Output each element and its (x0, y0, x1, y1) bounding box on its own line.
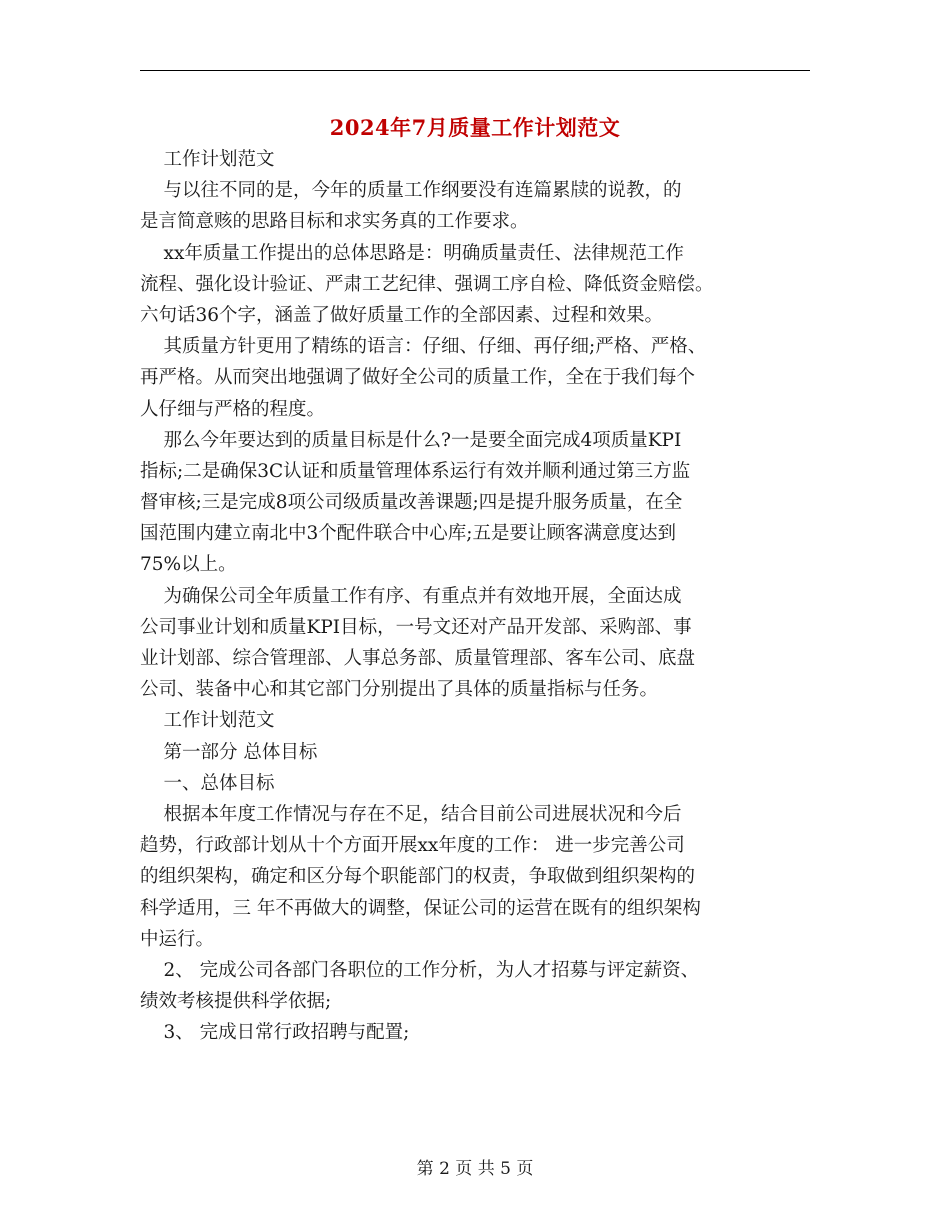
text-line: 中运行。 (140, 928, 215, 950)
text-line: 的组织架构，确定和区分每个职能部门的权责，争取做到组织架构的 (140, 866, 696, 888)
text-line: 工作计划范文 (140, 149, 275, 170)
text-line: 趋势，行政部计划从十个方面开展xx年度的工作： 进一步完善公司 (140, 835, 685, 857)
text-line: 75%以上。 (140, 554, 237, 576)
text-line: 科学适用，三 年不再做大的调整，保证公司的运营在既有的组织架构 (140, 897, 701, 919)
document-title: 2024年7月质量工作计划范文 (329, 115, 621, 140)
header-rule (140, 70, 810, 71)
text-line: 再严格。从而突出地强调了做好全公司的质量工作，全在于我们每个 (140, 367, 696, 389)
text-line: 业计划部、综合管理部、人事总务部、质量管理部、客车公司、底盘 (140, 648, 696, 669)
text-line: 公司、装备中心和其它部门分别提出了具体的质量指标与任务。 (140, 679, 659, 701)
text-line: 为确保公司全年质量工作有序、有重点并有效地开展，全面达成 (140, 585, 682, 607)
document-body (140, 144, 840, 1048)
text-line: 2、 完成公司各部门各职位的工作分析，为人才招募与评定薪资、 (140, 959, 700, 981)
text-line: 流程、强化设计验证、严肃工艺纪律、强调工序自检、降低资金赔偿。 (140, 273, 714, 295)
text-line: 与以往不同的是，今年的质量工作纲要没有连篇累牍的说教，的 (140, 180, 682, 202)
text-line: 第一部分 总体目标 (140, 741, 318, 763)
text-line: 3、 完成日常行政招聘与配置; (140, 1022, 410, 1044)
text-line: 指标;二是确保3C认证和质量管理体系运行有效并顺利通过第三方监 (140, 460, 691, 482)
text-line: 那么今年要达到的质量目标是什么?一是要全面完成4项质量KPI (140, 429, 682, 451)
text-line: 工作计划范文 (140, 710, 275, 732)
text-line: 其质量方针更用了精练的语言：仔细、仔细、再仔细;严格、严格、 (140, 336, 707, 358)
text-line: 根据本年度工作情况与存在不足，结合目前公司进展状况和今后 (140, 803, 682, 825)
text-line: 六句话36个字，涵盖了做好质量工作的全部因素、过程和效果。 (140, 304, 664, 326)
text-line: 绩效考核提供科学依据; (140, 991, 332, 1013)
text-line: 人仔细与严格的程度。 (140, 398, 326, 420)
text-line: 一、总体目标 (140, 772, 275, 794)
page-number-footer: 第 2 页 共 5 页 (416, 1159, 534, 1179)
text-line: 国范围内建立南北中3个配件联合中心库;五是要让顾客满意度达到 (140, 523, 677, 545)
text-line: 公司事业计划和质量KPI目标，一号文还对产品开发部、采购部、事 (140, 616, 692, 638)
text-line: 督审核;三是完成8项公司级质量改善课题;四是提升服务质量，在全 (140, 492, 683, 514)
text-line: 是言简意赅的思路目标和求实务真的工作要求。 (140, 211, 529, 233)
text-line: xx年质量工作提出的总体思路是：明确质量责任、法律规范工作 (140, 242, 684, 264)
